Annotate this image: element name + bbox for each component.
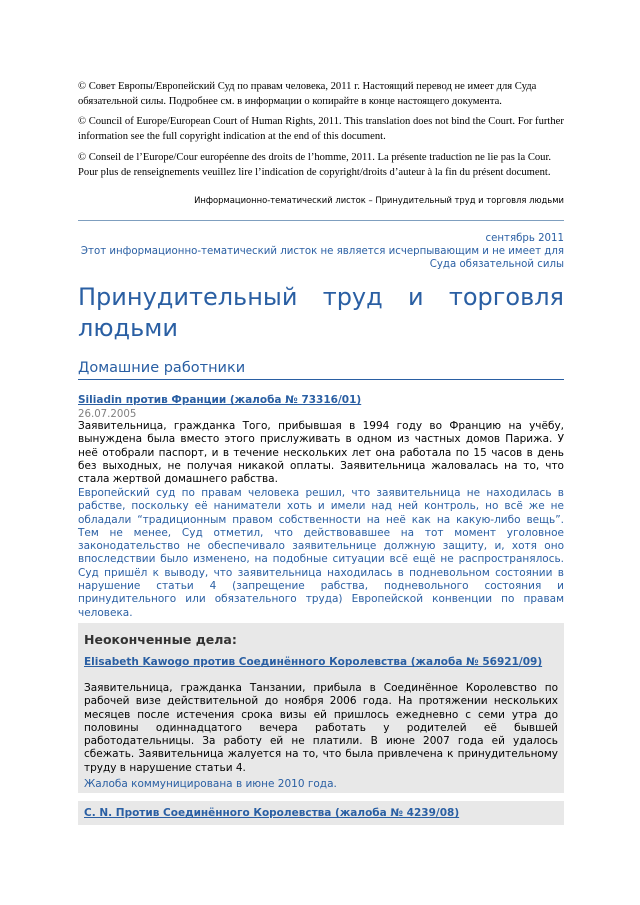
pending-case-status: Жалоба коммуницирована в июне 2010 года. [84, 778, 337, 790]
case-facts: Заявительница, гражданка Того, прибывшая в 1994 году во Францию на учёбу, вынуждена была вместо этого прислуживать в одном из частных домов Парижа. У неё отобрали паспорт, и в течение нескольких лет она работала по 15 часов в день без выходных, не получая никакой оплаты. Заявительница жаловалась на то, что стала жертвой домашнего рабства. [78, 420, 564, 486]
disclaimer: Этот информационно-тематический листок не является исчерпывающим и не имеет для Суда обязательной силы [80, 246, 564, 270]
copyright-ru: © Совет Европы/Европейский Суд по правам человека, 2011 г. Настоящий перевод не имеет для Суда обязательной силы. Подробнее см. в информации о копирайте в конце настоящего документа. [78, 81, 537, 107]
copyright-en: © Council of Europe/European Court of Human Rights, 2011. This translation does not bind the Court. For further information see the full copyright indication at the end of this document. [78, 116, 564, 142]
case-link-kawogo[interactable]: Elisabeth Kawogo против Соединённого Королевства (жалоба № 56921/09) [84, 656, 543, 668]
page-title: Принудительный труд и торговля людьми [78, 283, 564, 342]
case-link-cn[interactable]: C. N. Против Соединённого Королевства (жалоба № 4239/08) [84, 807, 460, 819]
header-divider [78, 220, 564, 221]
section-heading: Домашние работники [78, 360, 564, 380]
case-ruling: Европейский суд по правам человека решил, что заявительница не находилась в рабстве, поскольку её наниматели хоть и имели над ней контроль, но всё же не обладали “традиционным правом собственности на неё как на какую-либо вещь”. Тем не менее, Суд отметил, что действовавшее на тот момент уголовное законодательство не обеспечивало заявительнице должную защиту, и, хотя оно впоследствии было изменено, на подобные ситуации всё ещё не распространялось. Суд пришёл к выводу, что заявительница находилась в подневольном состоянии в нарушение статьи 4 (запрещение рабства, подневольного состояния и принудительного или обязательного труда) Европейской конвенции по правам человека. [78, 487, 564, 619]
running-header: Информационно-тематический листок – Принудительный труд и торговля людьми [194, 195, 564, 205]
case-date: 26.07.2005 [78, 409, 137, 420]
copyright-fr: © Conseil de l’Europe/Cour européenne des droits de l’homme, 2011. La présente traduction ne lie pas la Cour. Pour plus de renseignements veuillez lire l’indication de copyright/droits d’auteur à la fin du présent document. [78, 152, 552, 178]
case-link-siliadin[interactable]: Siliadin против Франции (жалоба № 73316/01) [78, 394, 362, 406]
issue-date: сентябрь 2011 [485, 233, 564, 244]
pending-case-facts: Заявительница, гражданка Танзании, прибыла в Соединённое Королевство по рабочей визе действительной до ноября 2006 года. На протяжении нескольких месяцев после истечения срока визы ей пришлось ежедневно с семи утра до половины одиннадцатого вечера работать у родителей её бывшей работодательницы. За работу ей не платили. В июне 2007 года ей удалось сбежать. Заявительница жалуется на то, что была привлечена к принудительному труду в нарушение статьи 4. [84, 682, 558, 774]
pending-cases-title: Неоконченные дела: [84, 632, 237, 647]
